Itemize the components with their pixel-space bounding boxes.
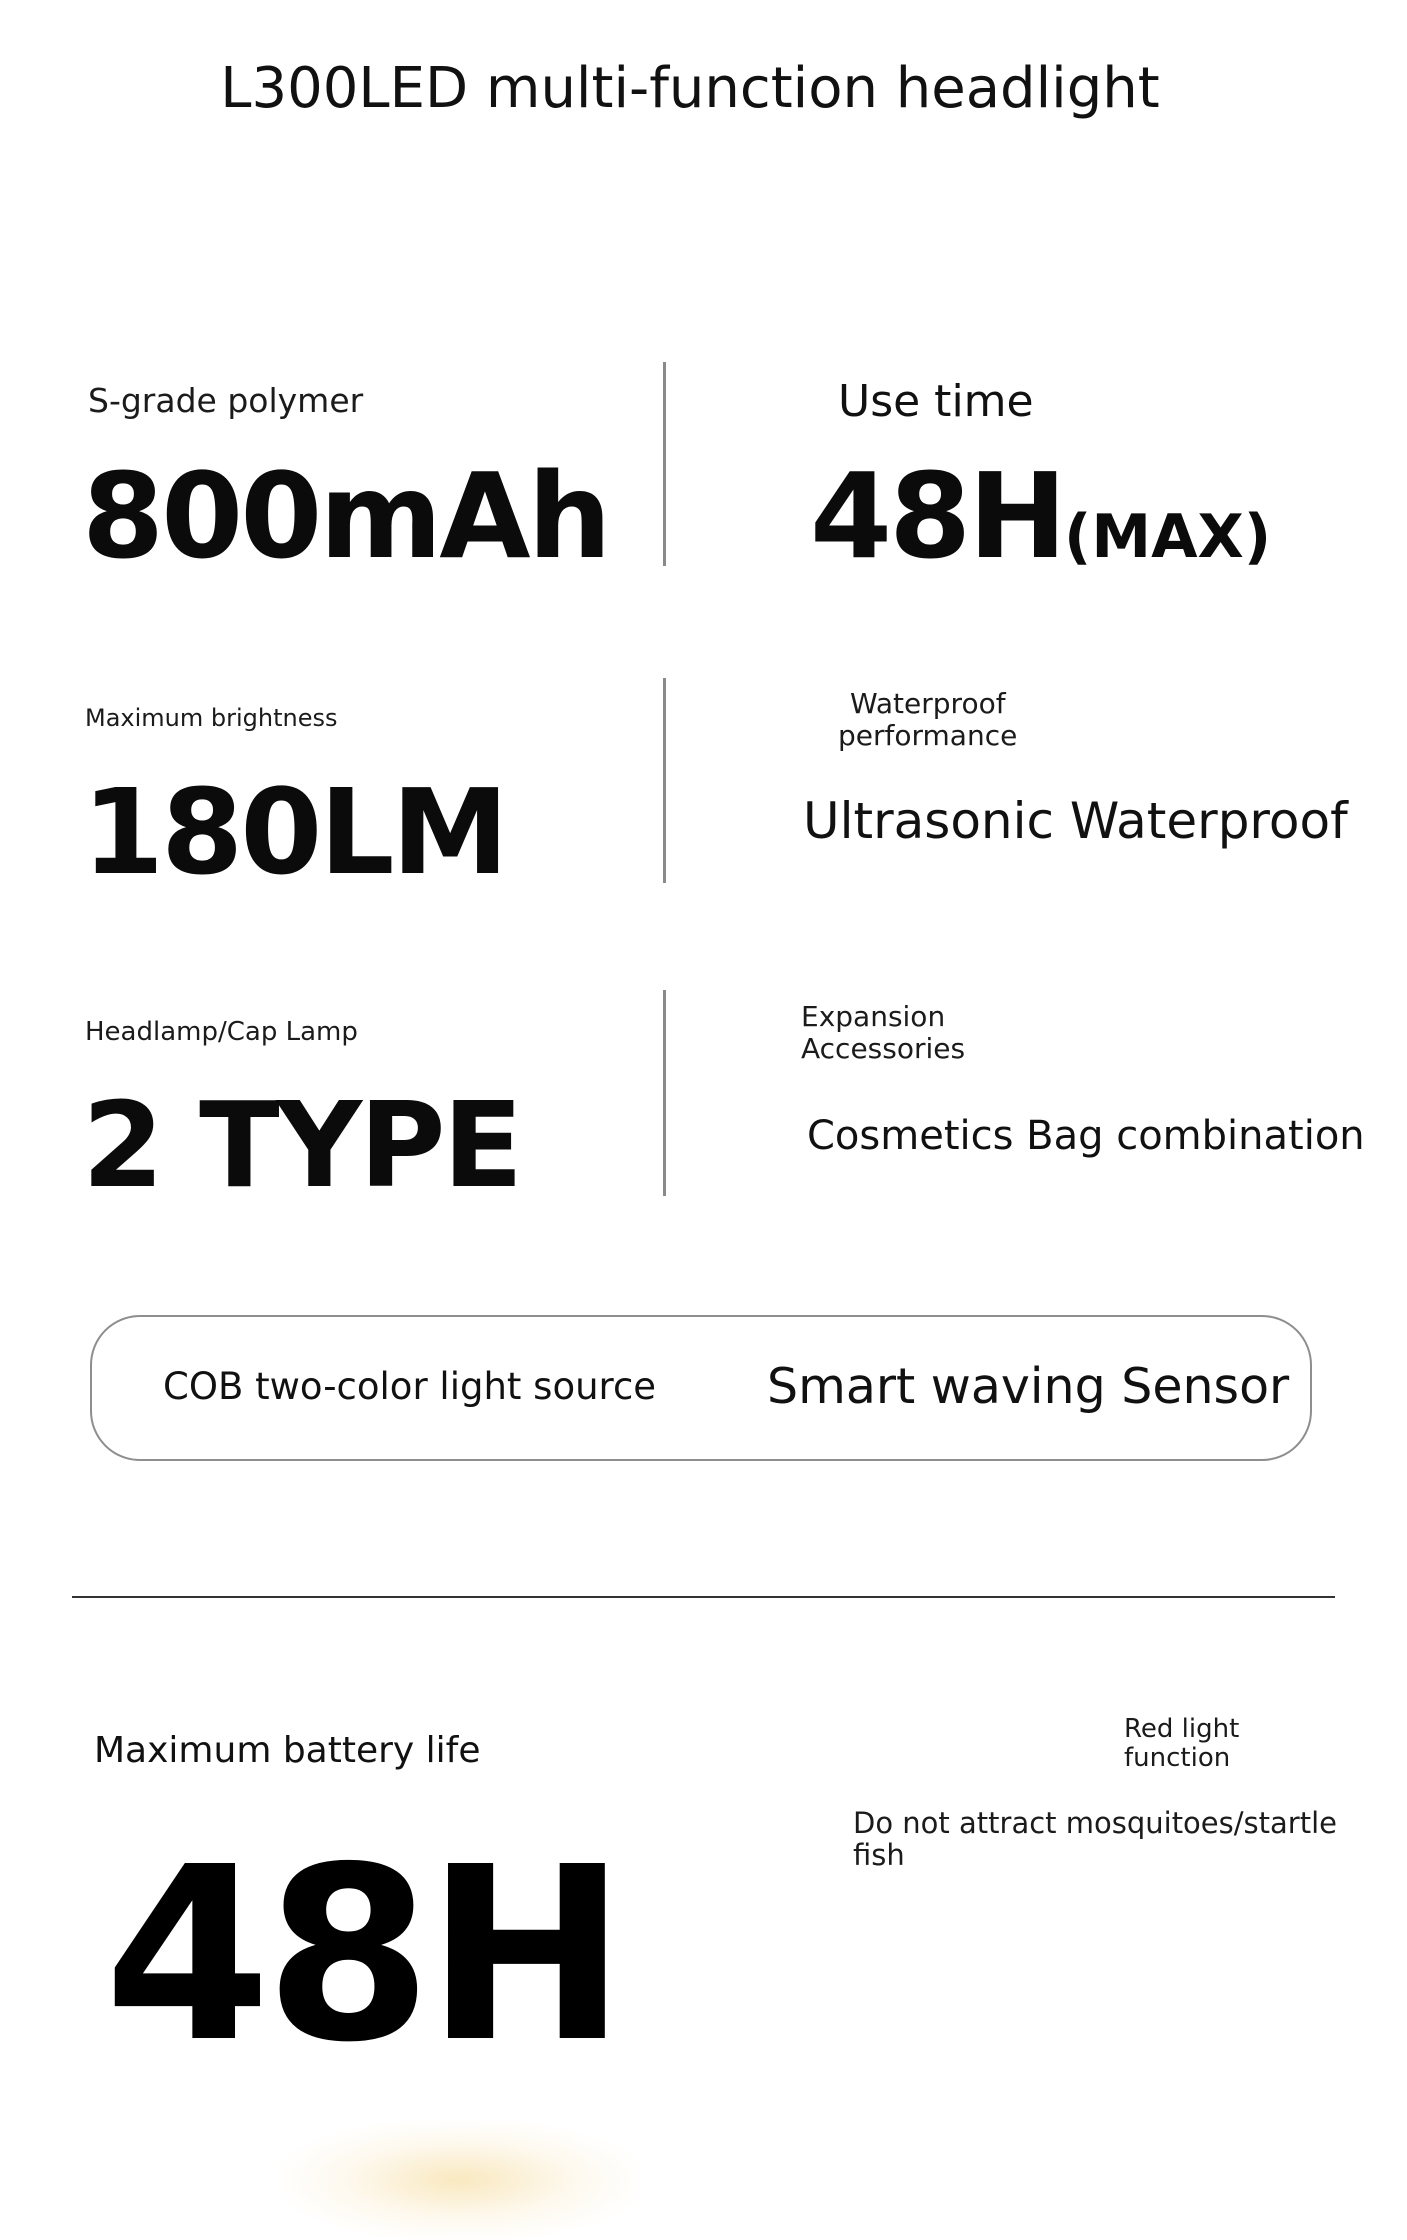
- battery-life-label: Maximum battery life: [94, 1730, 481, 1771]
- divider-row-2: [663, 678, 666, 883]
- feature-cob-light: COB two-color light source: [163, 1365, 657, 1408]
- accessories-label-1: Expansion: [801, 1000, 946, 1033]
- brightness-value: 180LM: [82, 763, 506, 901]
- use-time-label: Use time: [838, 376, 1034, 427]
- section-divider: [72, 1596, 1335, 1598]
- use-time-value-group: [810, 447, 1271, 585]
- waterproof-value: Ultrasonic Waterproof: [803, 792, 1348, 850]
- red-light-desc-2: fish: [853, 1838, 905, 1872]
- page-title: L300LED multi-function headlight: [220, 56, 1160, 121]
- waterproof-label-2: performance: [838, 719, 1018, 752]
- red-light-label-1: Red light: [1124, 1714, 1240, 1744]
- divider-row-1: [663, 362, 666, 566]
- battery-label: S-grade polymer: [88, 381, 364, 420]
- type-label: Headlamp/Cap Lamp: [85, 1017, 358, 1047]
- battery-value: 800mAh: [82, 447, 609, 585]
- use-time-value: 48H: [810, 447, 1064, 585]
- accessories-value: Cosmetics Bag combination: [807, 1113, 1365, 1159]
- red-light-desc-1: Do not attract mosquitoes/startle: [853, 1806, 1337, 1840]
- feature-smart-sensor: Smart waving Sensor: [767, 1358, 1290, 1415]
- divider-row-3: [663, 990, 666, 1196]
- type-value: 2 TYPE: [82, 1076, 521, 1214]
- brightness-label: Maximum brightness: [85, 704, 338, 732]
- battery-life-value: 48H: [104, 1815, 621, 2095]
- accessories-label-2: Accessories: [801, 1032, 966, 1065]
- bottom-glow: [280, 2120, 640, 2240]
- use-time-suffix: (MAX): [1063, 502, 1272, 572]
- red-light-label-2: function: [1124, 1743, 1231, 1773]
- waterproof-label-1: Waterproof: [850, 687, 1006, 720]
